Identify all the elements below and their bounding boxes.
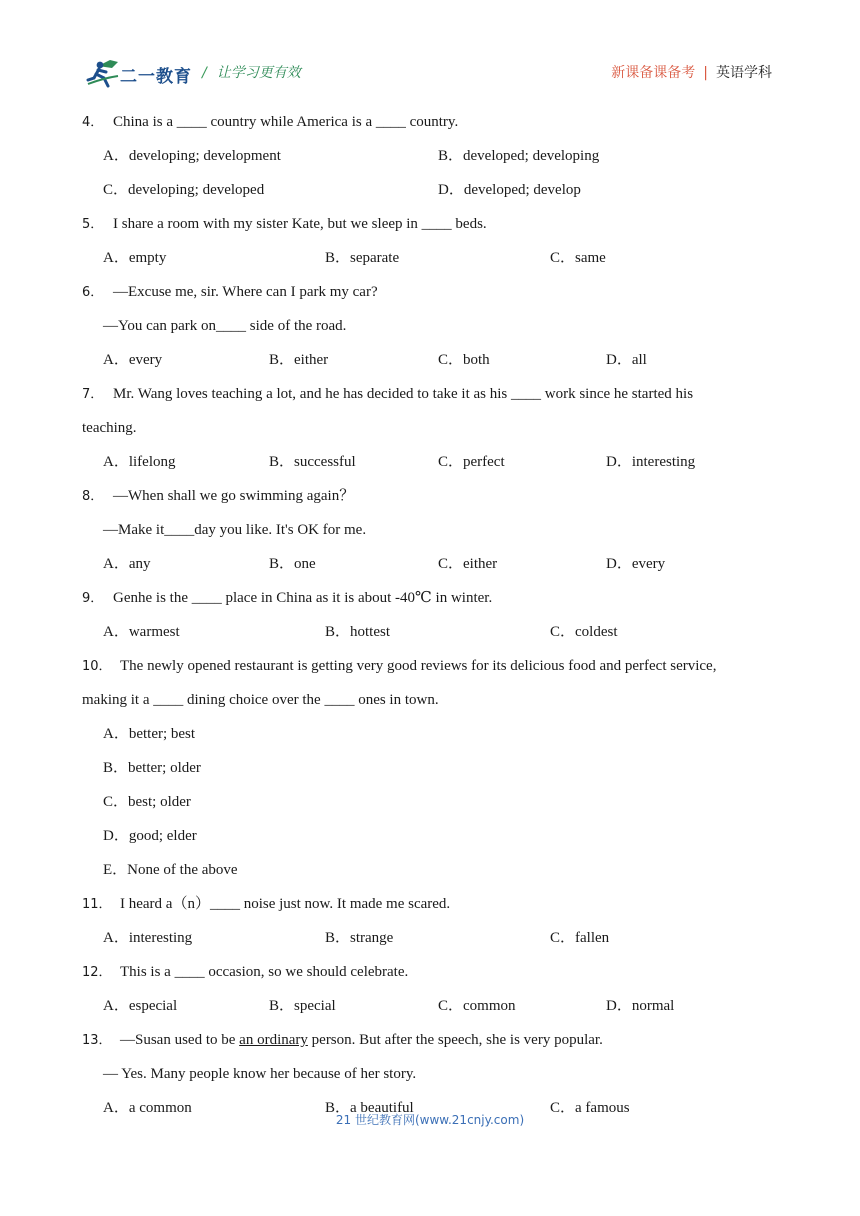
question-text: —When shall we go swimming again？ [113,488,355,504]
options-row [82,349,782,383]
answer-option: B．successful [269,454,356,470]
subject-name: 英语学科 [716,65,772,81]
answer-option: E．None of the above [103,862,238,878]
question-stem [82,587,782,621]
question-list [82,111,782,1131]
question-stem [82,893,782,927]
answer-option: D．every [606,556,666,572]
answer-option: C．coldest [550,624,618,640]
answer-option: C．best; older [103,794,191,810]
question-text: —Susan used to be [120,1032,240,1048]
slogan-text: 让学习更有效 [216,65,301,81]
question-text: The newly opened restaurant is getting very good reviews for its delicious food and perfect service, [120,658,717,674]
answer-option: D．good; elder [103,828,197,844]
options-row [82,859,782,893]
header-separator: | [703,65,708,81]
answer-option: B．hottest [325,624,391,640]
question-text: Mr. Wang loves teaching a lot, and he has decided to take it as his ____ work since he started his [113,386,694,402]
question-number: 8． [82,489,104,504]
answer-option: D．all [606,352,647,368]
answer-option: B．separate [325,250,400,266]
slogan [202,62,301,82]
question-number: 5． [82,217,104,232]
answer-option: C．developing; developed [103,182,265,198]
slogan-slash: / [202,65,207,81]
answer-option: C．fallen [550,930,610,946]
subject-label [611,62,772,82]
question-stem [82,485,782,519]
answer-option: C．both [438,352,490,368]
answer-option: A．empty [103,250,167,266]
question-number: 7． [82,387,104,402]
options-row [82,451,782,485]
question-text-continued: teaching. [82,420,137,436]
question-stem [82,961,782,995]
answer-option: B．strange [325,930,394,946]
options-row [82,757,782,791]
page-header [0,0,860,100]
answer-option: A．especial [103,998,178,1014]
question-number: 13． [82,1033,112,1048]
answer-option: C．a famous [550,1100,630,1116]
options-row [82,723,782,757]
question-stem [82,281,782,315]
question-stem [82,213,782,247]
options-row [82,995,782,1029]
options-row [82,247,782,281]
question-text: person. But after the speech, she is very popular. [307,1032,603,1048]
question-text: I share a room with my sister Kate, but we sleep in ____ beds. [113,216,487,232]
answer-option: C．either [438,556,498,572]
question-text: —Excuse me, sir. Where can I park my car? [113,284,378,300]
question-text: Genhe is the ____ place in China as it is about -40℃ in winter. [113,590,493,606]
question-number: 4． [82,115,104,130]
question-text-continued: making it a ____ dining choice over the ____ ones in town. [82,692,439,708]
options-row [82,825,782,859]
question-text: China is a ____ country while America is a ____ country. [113,114,459,130]
question-number: 12． [82,965,112,980]
answer-option: A．every [103,352,163,368]
page-footer: 21 世纪教育网(www.21cnjy.com) [335,1113,525,1127]
options-row [82,145,782,179]
question-number: 6． [82,285,104,300]
options-row [82,179,782,213]
answer-option: A．developing; development [103,148,281,164]
dialogue-line: —You can park on____ side of the road. [103,318,347,334]
answer-option: B．special [269,998,336,1014]
answer-option: A．any [103,556,151,572]
answer-option: A．a common [103,1100,192,1116]
question-stem [82,1029,782,1063]
logo-text: 二一教育 [120,67,192,87]
question-text: I heard a（n）____ noise just now. It made me scared. [120,896,451,912]
question-number: 10． [82,659,112,674]
answer-option: A．better; best [103,726,196,742]
options-row [82,621,782,655]
answer-option: A．interesting [103,930,193,946]
underlined-phrase: an ordinary [239,1032,308,1048]
question-number: 9． [82,591,104,606]
answer-option: D．normal [606,998,675,1014]
dialogue-line: —Make it____day you like. It's OK for me. [103,522,367,538]
question-number: 11． [82,897,112,912]
answer-option: B．one [269,556,316,572]
options-row [82,791,782,825]
answer-option: C．common [438,998,516,1014]
question-stem [82,111,782,145]
options-row [82,927,782,961]
answer-option: C．same [550,250,606,266]
options-row [82,553,782,587]
answer-option: A．lifelong [103,454,176,470]
answer-option: A．warmest [103,624,180,640]
question-text: This is a ____ occasion, so we should celebrate. [120,964,409,980]
answer-option: D．interesting [606,454,696,470]
question-stem [82,383,782,417]
answer-option: B．either [269,352,329,368]
answer-option: C．perfect [438,454,505,470]
answer-option: B．developed; developing [438,148,600,164]
answer-option: D．developed; develop [438,182,581,198]
course-label: 新课备课备考 [611,65,696,81]
question-stem [82,655,782,689]
answer-option: B．a beautiful [325,1100,414,1116]
dialogue-line: — Yes. Many people know her because of her story. [103,1066,417,1082]
answer-option: B．better; older [103,760,201,776]
